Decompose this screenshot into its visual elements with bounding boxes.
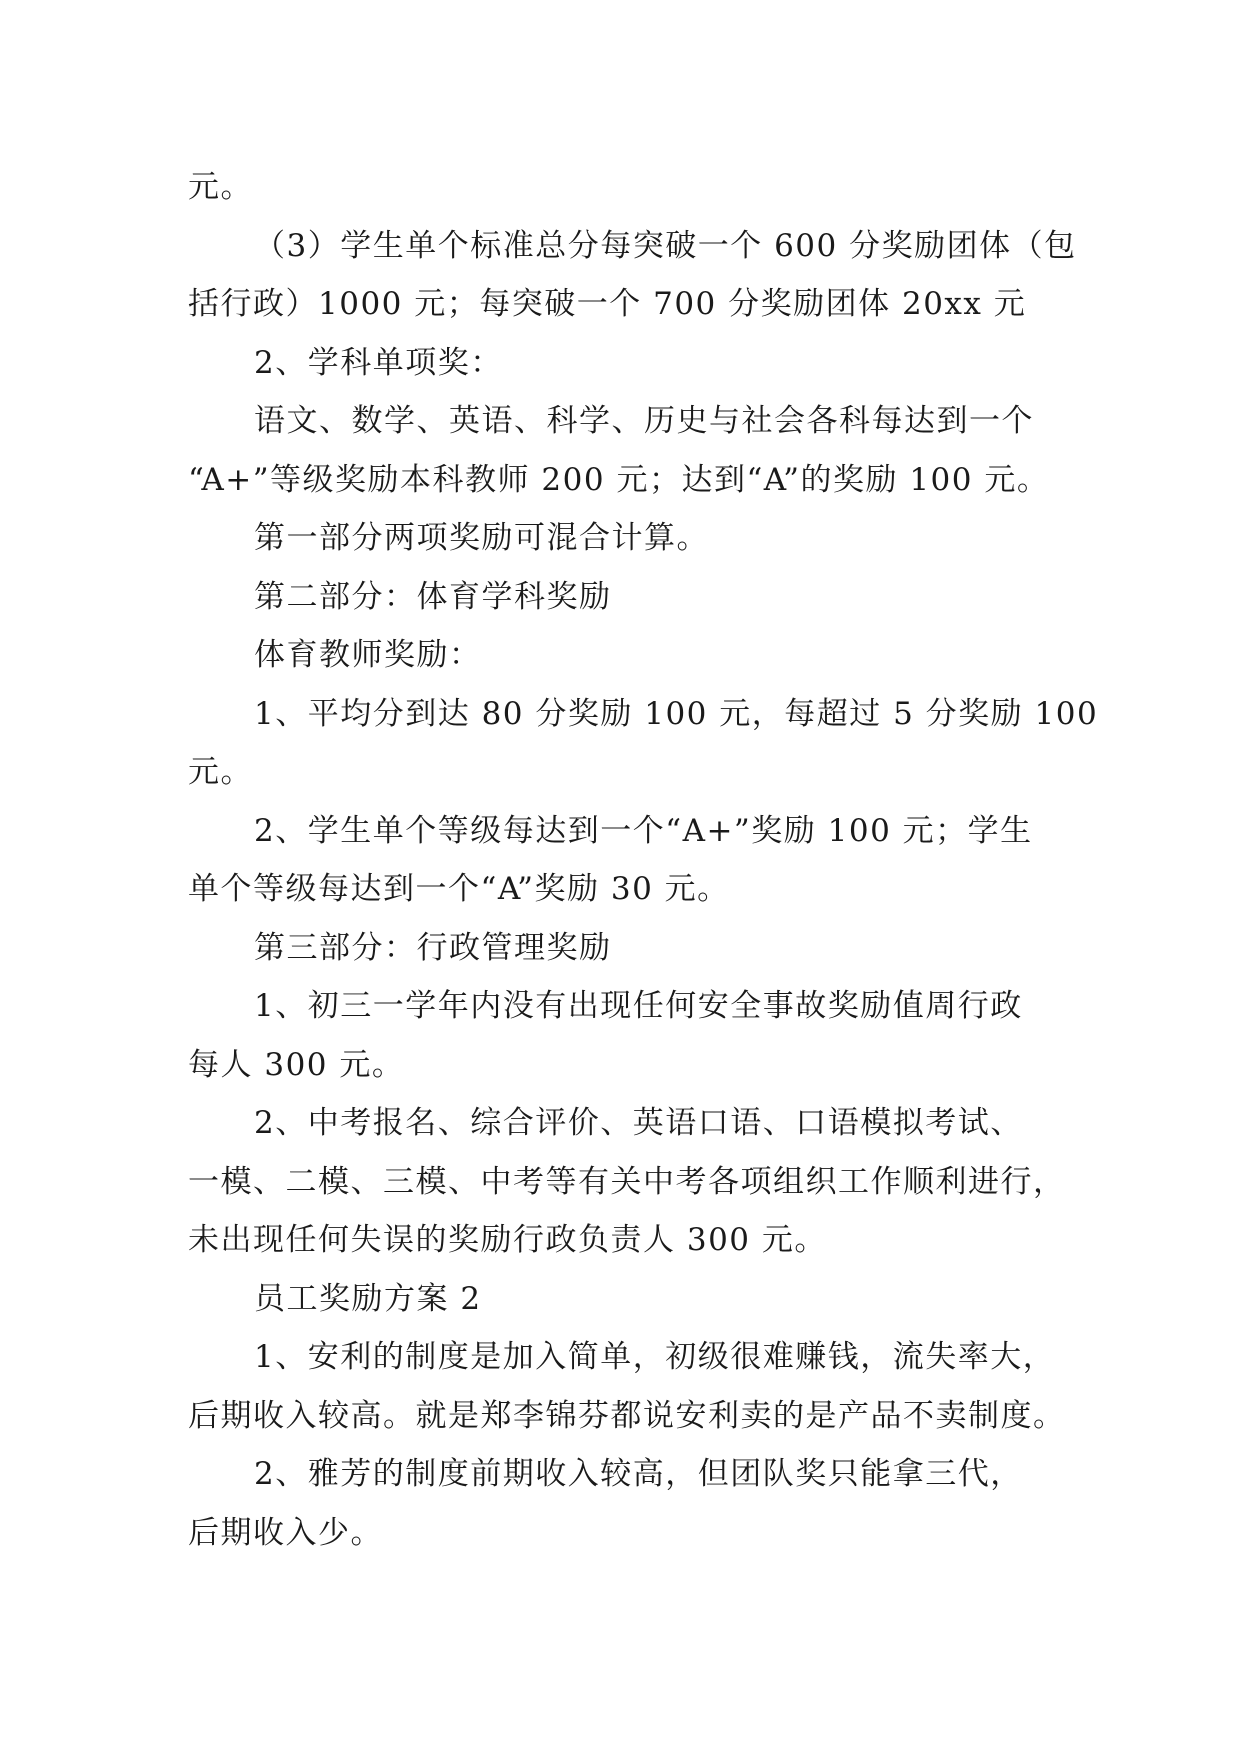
text-line: 后期收入少。 (188, 1514, 383, 1551)
text-line: 2、学科单项奖： (254, 344, 503, 381)
text-line: 1、安利的制度是加入简单，初级很难赚钱，流失率大， (254, 1339, 1056, 1375)
text-line: 员工奖励方案 2 (254, 1280, 482, 1317)
text-line: 2、学生单个等级每达到一个“A+”奖励 100 元；学生 (254, 812, 1033, 849)
text-line: 1、平均分到达 80 分奖励 100 元，每超过 5 分奖励 100 (254, 695, 1099, 732)
document-body (188, 158, 1099, 1562)
text-line: “A+”等级奖励本科教师 200 元；达到“A”的奖励 100 元。 (188, 461, 1050, 498)
text-line: 第一部分两项奖励可混合计算。 (254, 520, 709, 556)
text-line: 一模、二模、三模、中考等有关中考各项组织工作顺利进行， (188, 1163, 1066, 1200)
text-line: 元。 (188, 754, 253, 790)
text-line: 括行政）1000 元；每突破一个 700 分奖励团体 20xx 元 (188, 286, 1027, 322)
text-line: 单个等级每达到一个“A”奖励 30 元。 (188, 871, 730, 907)
text-line: 2、雅芳的制度前期收入较高，但团队奖只能拿三代， (254, 1456, 1023, 1492)
text-line: 第三部分：行政管理奖励 (254, 929, 612, 966)
text-line: 后期收入较高。就是郑李锦芬都说安利卖的是产品不卖制度。 (188, 1397, 1066, 1434)
text-line: 元。 (188, 169, 253, 205)
text-line: 体育教师奖励： (254, 637, 482, 673)
text-line: 2、中考报名、综合评价、英语口语、口语模拟考试、 (254, 1105, 1023, 1141)
text-line: 语文、数学、英语、科学、历史与社会各科每达到一个 (254, 403, 1034, 439)
text-line: 未出现任何失误的奖励行政负责人 300 元。 (188, 1222, 827, 1258)
text-line: （3）学生单个标准总分每突破一个 600 分奖励团体（包 (254, 227, 1077, 264)
text-line: 第二部分：体育学科奖励 (254, 578, 612, 615)
text-line: 每人 300 元。 (188, 1046, 405, 1083)
text-line: 1、初三一学年内没有出现任何安全事故奖励值周行政 (254, 988, 1023, 1024)
